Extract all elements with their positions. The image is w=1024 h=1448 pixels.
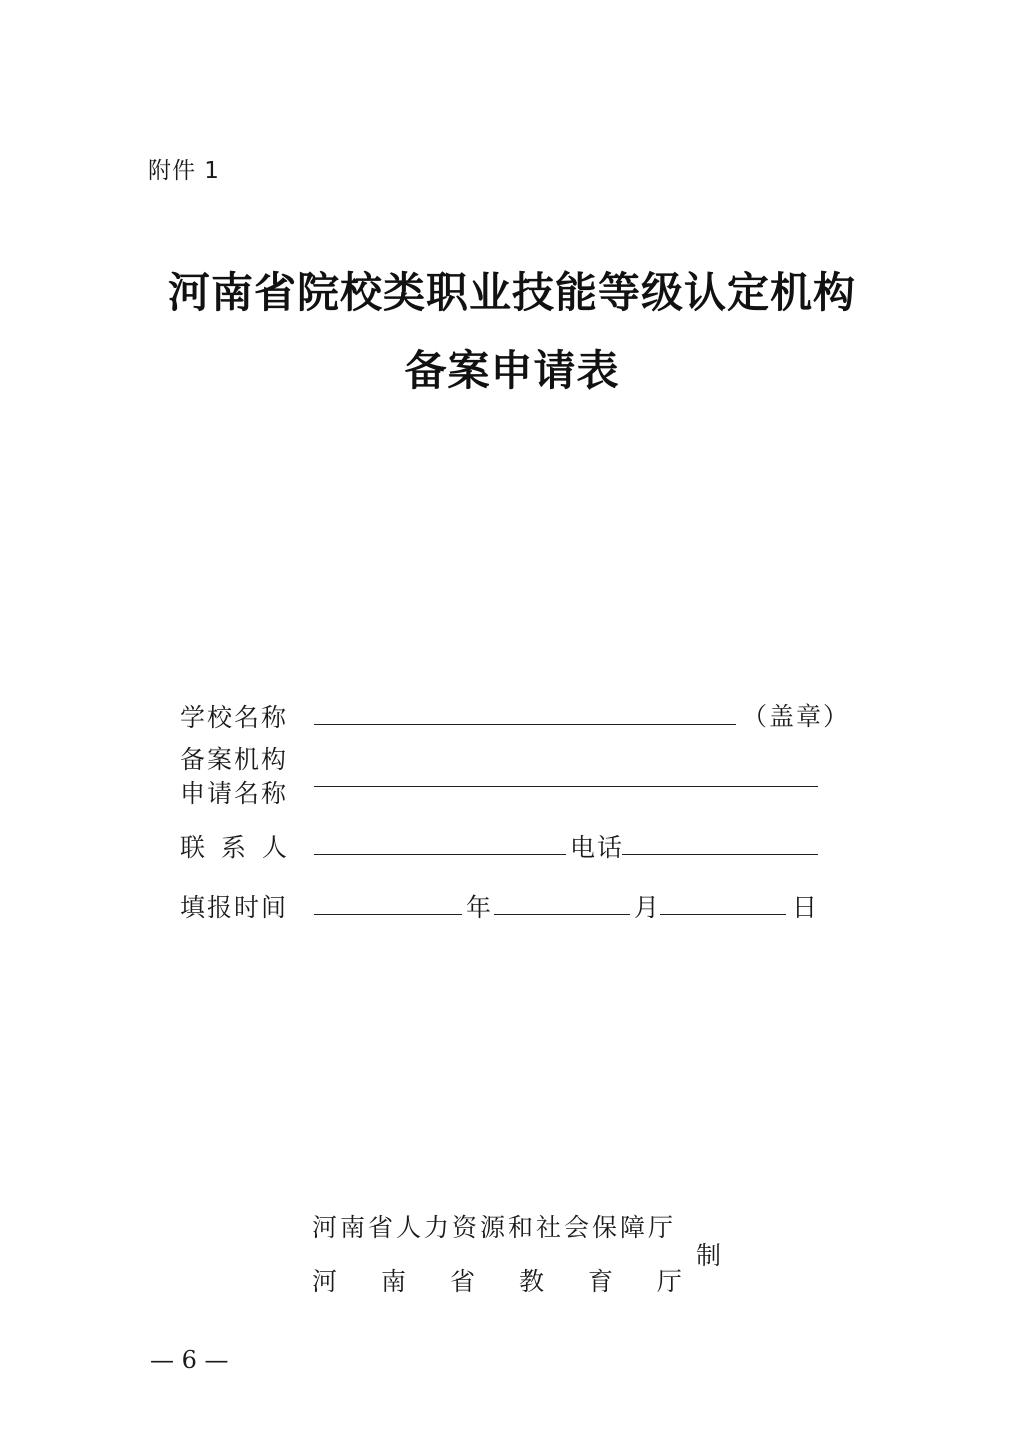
attachment-label: 附件 1 <box>148 158 220 184</box>
issuer-char: 厅 <box>656 1267 682 1296</box>
month-label: 月 <box>634 893 662 922</box>
issuer-char: 教 <box>518 1267 544 1296</box>
day-line[interactable] <box>660 914 786 915</box>
month-line[interactable] <box>494 914 630 915</box>
document-title-line1: 河南省院校类职业技能等级认定机构 <box>167 268 856 317</box>
contact-label: 联 系 人 <box>180 833 291 862</box>
issuer-suffix: 制 <box>696 1241 722 1270</box>
phone-line[interactable] <box>622 854 818 855</box>
issuer-line1: 河南省人力资源和社会保障厅 <box>312 1213 677 1242</box>
issuer-char: 省 <box>449 1267 475 1296</box>
school-name-label: 学校名称 <box>180 703 289 732</box>
contact-line[interactable] <box>314 854 566 855</box>
org-name-label-line1: 备案机构 <box>180 745 289 774</box>
school-name-line[interactable] <box>314 724 736 725</box>
issuer-char: 河 <box>312 1267 338 1296</box>
document-title-line2: 备案申请表 <box>404 346 620 395</box>
issuer-line2 <box>312 1262 682 1298</box>
seal-note: （盖章） <box>742 702 851 731</box>
year-line[interactable] <box>314 914 462 915</box>
day-label: 日 <box>792 893 820 922</box>
org-name-line[interactable] <box>314 786 818 787</box>
page-number: — 6 — <box>150 1346 229 1374</box>
issuer-char: 育 <box>587 1267 613 1296</box>
org-name-label-line2: 申请名称 <box>180 779 289 808</box>
year-label: 年 <box>466 893 494 922</box>
phone-label: 电话 <box>570 833 625 862</box>
date-label: 填报时间 <box>180 893 289 922</box>
issuer-char: 南 <box>380 1267 406 1296</box>
